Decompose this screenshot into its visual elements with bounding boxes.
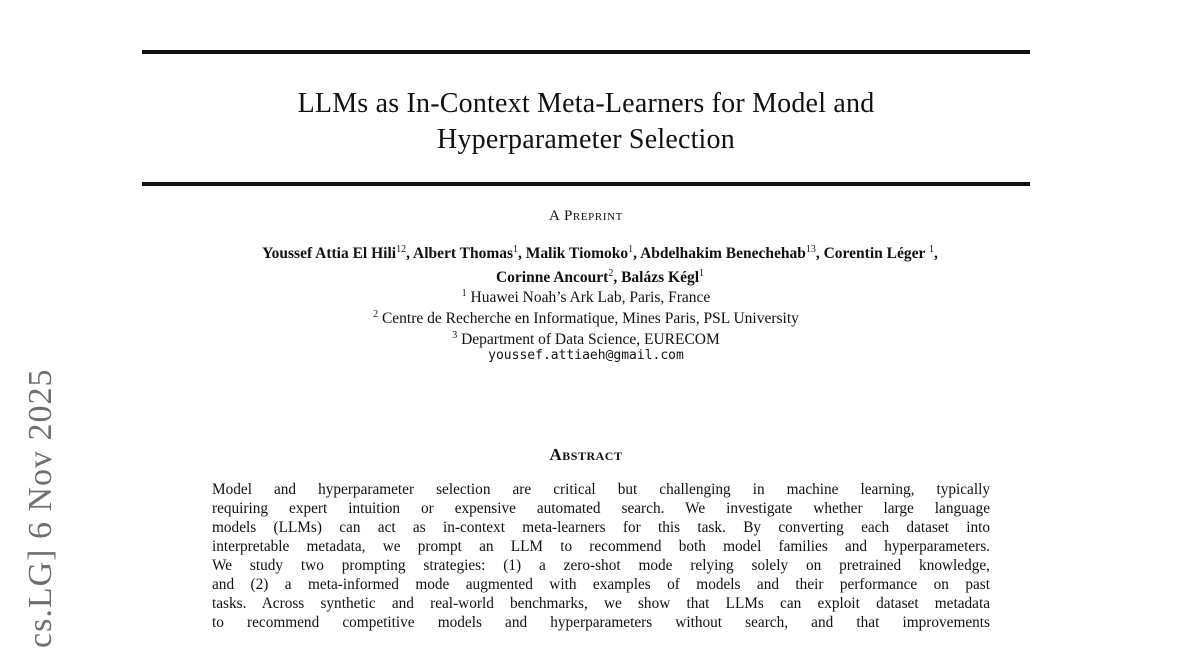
author-sep: , bbox=[518, 245, 526, 263]
abstract-line: requiring expert intuition or expensive automated search. We investigate whether large language bbox=[212, 500, 990, 517]
title-line-1: LLMs as In-Context Meta-Learners for Model and bbox=[297, 88, 875, 119]
contact-email[interactable]: youssef.attiaeh@gmail.com bbox=[488, 348, 684, 363]
affiliation-text: Department of Data Science, EURECOM bbox=[457, 331, 720, 349]
affiliation-3 bbox=[142, 326, 1030, 350]
author-list bbox=[100, 240, 1100, 288]
abstract-line: models (LLMs) can act as in-context meta-learners for this task. By converting each dataset into bbox=[212, 519, 990, 536]
author-name: Youssef Attia El Hili bbox=[262, 245, 397, 263]
author-sep: , bbox=[613, 269, 622, 287]
arxiv-stamp-text: cs.LG] 6 Nov 2025 bbox=[22, 368, 59, 648]
author-name: Albert Thomas bbox=[413, 245, 514, 263]
affiliation-text: Centre de Recherche en Informatique, Mines Paris, PSL University bbox=[378, 310, 799, 328]
abstract-line: interpretable metadata, we prompt an LLM to recommend both model families and hyperparameters. bbox=[212, 538, 990, 555]
author-name: Corentin Léger bbox=[823, 245, 929, 263]
author-name: Malik Tiomoko bbox=[525, 245, 629, 263]
top-rule bbox=[142, 50, 1030, 54]
affiliation-sup: 2 bbox=[373, 309, 379, 320]
affiliation-text: Huawei Noah’s Ark Lab, Paris, France bbox=[466, 289, 711, 307]
author-name: Balázs Kégl bbox=[621, 269, 700, 287]
preprint-label: A Preprint bbox=[549, 208, 623, 224]
abstract-line: We study two prompting strategies: (1) a zero-shot mode relying solely on pretrained knowledge, bbox=[212, 557, 990, 574]
author-sep: , bbox=[815, 245, 824, 263]
author-affil-sup: 2 bbox=[608, 268, 614, 280]
abstract-line: Model and hyperparameter selection are critical but challenging in machine learning, typically bbox=[212, 481, 990, 498]
abstract-line: to recommend competitive models and hyperparameters without search, and that improvements bbox=[212, 614, 990, 631]
bottom-rule bbox=[142, 182, 1030, 186]
author-affil-sup: 12 bbox=[396, 244, 407, 255]
author-affil-sup: 1 bbox=[699, 268, 705, 280]
paper-title bbox=[142, 86, 1030, 158]
author-name: Abdelhakim Benechehab bbox=[640, 245, 806, 263]
abstract-body bbox=[212, 480, 990, 632]
author-affil-sup: 1 bbox=[513, 244, 519, 255]
abstract-heading: Abstract bbox=[549, 445, 623, 464]
author-line-1 bbox=[100, 240, 1100, 264]
author-affil-sup: 1 bbox=[628, 244, 634, 255]
title-line-2: Hyperparameter Selection bbox=[437, 124, 735, 155]
author-affil-sup: 1 bbox=[928, 244, 934, 255]
arxiv-side-stamp bbox=[18, 336, 70, 648]
author-affil-sup: 13 bbox=[805, 244, 816, 255]
author-sep: , bbox=[933, 245, 938, 263]
author-sep: , bbox=[633, 245, 641, 263]
affiliation-sup: 1 bbox=[461, 288, 467, 299]
author-name: Corinne Ancourt bbox=[495, 269, 609, 287]
author-sep: , bbox=[406, 245, 413, 263]
affiliation-sup: 3 bbox=[452, 330, 458, 341]
abstract-line: and (2) a meta-informed mode augmented with examples of models and their performance on past bbox=[212, 576, 990, 593]
abstract-line: tasks. Across synthetic and real-world benchmarks, we show that LLMs can exploit dataset metadata bbox=[212, 595, 990, 612]
